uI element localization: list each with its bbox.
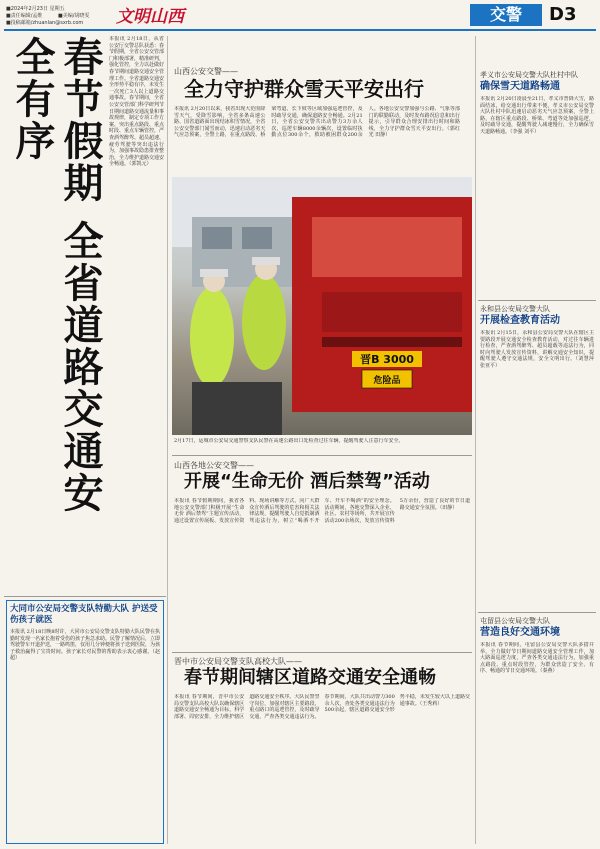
right1-body: 本报讯 2月20日凌晨至21日，孝义市普降大雪，路面结冰，给交通出行带来不便。孝义市公安局交警大队杜村中队迅速启动恶劣天气应急预案，全警上路，在辖区重点路段、桥梁、弯道等处加强巡逻，及时疏导交通，提醒驾驶人减速慢行，全力确保雪天道路畅通。（李强 刘平） — [480, 96, 594, 135]
left-box-body: 本报讯 2月18日晚8时许，大同市公安局交警支队特勤大队民警在执勤时发现一名家长抱着受伤的孩子焦急求助。民警了解情况后，立即驾驶警车开道护送，一路鸣笛，仅用几分钟便将孩子送到医院，为孩子救治赢得了宝贵时间。孩子家长对民警的帮助表示衷心感谢。（赵超） — [10, 629, 161, 662]
photo-caption: 2月17日，运城市公安局交通警察支队民警在高速公路出口处检查过往车辆，提醒驾驶人注意行车安全。 — [174, 438, 404, 444]
right1-bottom-rule — [478, 300, 596, 301]
top-body: 本报讯 2月20日以来，我省出现大范围降雪天气，受降雪影响，全省多条高速公路、国省道路面出现结冰积雪情况，全省公安交警部门闻雪而动，迅速启动恶劣天气应急预案，全警上路，在重点路段、桥梁弯道、长下坡等区域加强巡逻管控，及时疏导交通，确保道路安全畅通。2月21日，全省公安交警共出动警力3万余人次，巡逻车辆8000余辆次，设置临时执勤点位300余个，救助被困群众200余人。各地公安交警加强与公路、气象等部门的联勤联动，及时发布路况信息和出行提示，引导群众合理安排出行时间和路线，全力守护群众雪天平安出行。（郭红光 田静） — [174, 106, 460, 139]
bottom-body: 本报讯 春节期间，晋中市公安局交警支队高校大队以确保辖区道路交通安全畅通为目标，科学部署、周密安排，全力维护辖区道路交通安全秩序。大队民警坚守岗位，加强对辖区主要路段、重点路口的巡逻管控，及时疏导交通，严查各类交通违法行为。春节期间，大队共出动警力300余人次，查处各类交通违法行为500余起，辖区道路交通安全形势平稳，未发生较大以上道路交通事故。（王秀莉） — [174, 694, 470, 720]
section-badge — [470, 4, 542, 26]
right3-body: 本报讯 春节期间，屯留县公安局交警大队多措并举，全力做好节日期间道路交通安全管理工作，加大路面巡逻力度，严查各类交通违法行为，加强重点路段、重点时段管控，为群众营造了安全、有序、畅通的节日交通环境。（秦燕） — [480, 642, 594, 675]
right-column-rule — [475, 36, 476, 844]
middle-bottom-rule — [172, 652, 472, 653]
right3-kicker: 屯留县公安局交警大队 — [480, 617, 550, 625]
lead-headline: 春节假期 全省道路交通安全有序 — [9, 36, 103, 514]
left-boxed-story — [6, 600, 164, 844]
top-kicker: 山西公安交警—— — [174, 67, 238, 76]
right1-headline: 确保雪天道路畅通 — [480, 81, 560, 92]
right2-bottom-rule — [478, 612, 596, 613]
right1-kicker: 孝义市公安局交警大队杜村中队 — [480, 71, 578, 79]
masthead-rule — [4, 29, 596, 31]
right2-headline: 开展检查教育活动 — [480, 315, 560, 326]
editor-credit: ■责任编辑/孟维 — [6, 13, 43, 19]
publication-date: ■2024年2月23日 星期五 — [6, 6, 65, 12]
email-credit: ■投稿邮箱/zhuanlan@sxrb.com — [6, 20, 84, 26]
news-photo — [172, 177, 472, 435]
svg-text:危险品: 危险品 — [373, 376, 401, 386]
lead-body — [109, 36, 164, 576]
photo-illustration — [172, 177, 472, 435]
middle-headline: 开展“生命无价 酒后禁驾”活动 — [184, 471, 430, 492]
right3-headline: 营造良好交通环境 — [480, 627, 560, 638]
svg-text:晋B 3000: 晋B 3000 — [360, 353, 414, 366]
right2-body: 本报讯 2月15日，永和县公安局交警大队在辖区主要路段开展交通安全检查教育活动，对过往车辆进行检查，严查酒驾醉驾、超员超载等违法行为，同时向驾驶人发放宣传资料，讲解交通安全知识，提醒驾驶人遵守交通法规，安全文明出行。（刘慧萍 张亚平） — [480, 330, 594, 369]
lead-body-text: 本报讯 2月18日，从省公安厅交警总队获悉：春节假期，全省公安交管部门积极部署，精准研判，强化管控，全力以赴做好春节期间道路交通安全管理工作。全省道路交通安全形势平稳有序，未发生一次死亡3人以上道路交通事故。春节期间，全省公安交管部门科学研判节日期间道路交通流量和事故规律，制定专项工作方案，突出重点路段、重点时段、重点车辆管控，严查酒驾醉驾、超员超速、疲劳驾驶等突出违法行为，加强事故隐患排查整治，全力维护道路交通安全畅通。（郭凯元） — [109, 36, 164, 168]
left-box-headline: 大同市公安局交警支队特勤大队 护送受伤孩子就医 — [10, 604, 158, 625]
middle-kicker: 山西各地公安交警—— — [174, 461, 254, 470]
right2-kicker: 永和县公安局交警大队 — [480, 305, 550, 313]
middle-body: 本报讯 春节假期期间，我省各地公安交警部门积极开展“生命无价 酒后禁驾”主题宣传活动，通过设置宣传展板、发放宣传资料、现场讲解等方式，向广大群众宣传酒后驾驶的危害和相关法律法规，提醒驾驶人自觉抵制酒驾违法行为，树立“喝酒不开车、开车不喝酒”的安全理念。活动期间，各地交警深入企业、社区、农村等场所，共开展宣传活动200余场次，发放宣传资料5万余份，营造了良好的节日道路交通安全氛围。（田静） — [174, 498, 470, 524]
top-bottom-rule — [172, 455, 472, 456]
section-title: 交警 — [489, 5, 522, 24]
top-headline: 全力守护群众雪天平安出行 — [184, 77, 424, 101]
brand-logo: 文明山西 — [116, 7, 184, 27]
left-column-rule — [167, 36, 168, 844]
bottom-headline: 春节期间辖区道路交通安全通畅 — [184, 667, 436, 688]
page-number: D3 — [549, 4, 577, 25]
lead-bottom-rule — [4, 596, 166, 597]
bottom-kicker: 晋中市公安局交警支队高校大队—— — [174, 657, 302, 666]
designer-credit: ■美编/胡晓雯 — [58, 13, 90, 19]
